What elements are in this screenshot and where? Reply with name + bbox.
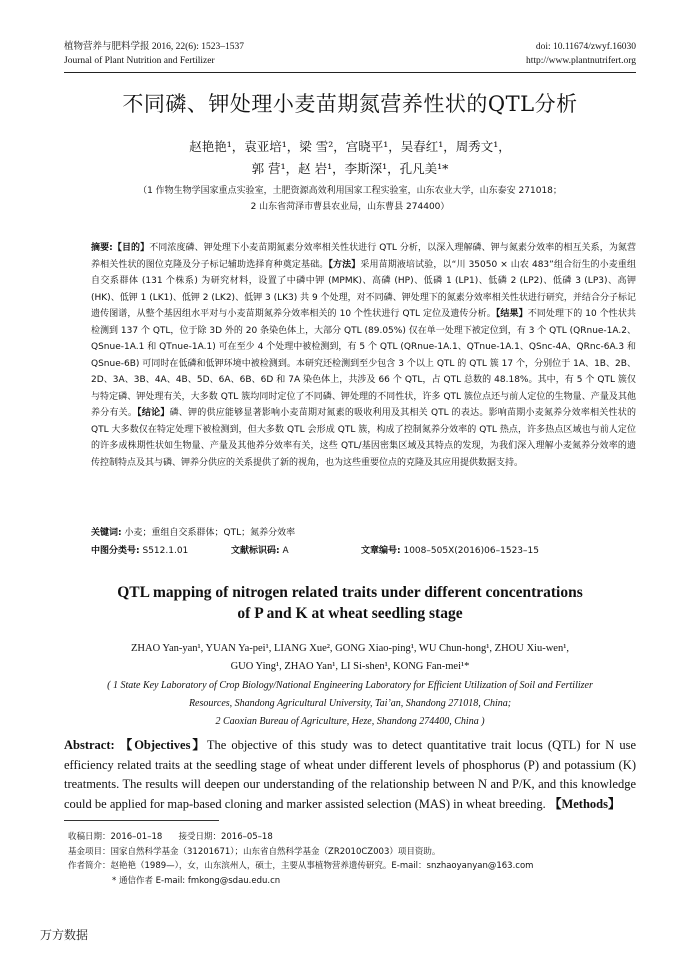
cn-abstract-label: 摘要: bbox=[91, 243, 113, 253]
running-header bbox=[64, 40, 636, 70]
cn-obj-label: 【目的】 bbox=[112, 243, 150, 253]
en-affil-line2: Resources, Shandong Agricultural University, Tai’an, Shandong 271018, China; bbox=[188, 698, 512, 709]
en-affil-line3: 2 Caoxian Bureau of Agriculture, Heze, Shandong 274400, China ) bbox=[215, 716, 485, 727]
cn-kw-label: 关键词: bbox=[91, 528, 122, 538]
footnote-fund: 基金项目：国家自然科学基金（31201671）；山东省自然科学基金（ZR2010CZ003）项目资助。 bbox=[68, 846, 441, 857]
journal-url[interactable]: http://www.plantnutrifert.org bbox=[525, 56, 636, 66]
cn-method-text: 采用苗期液培试验，以“川 35050 × 山农 483”组合衍生的小麦重组自交系群体 (131 个株系) 为研究材料，设置了中磷中钾 (MPMK)、高磷 (HP)、低磷 1 (LP1)、低磷 2 (LP2)、低磷 3 (LP3)、高钾 (HK)、低钾 1 (LK1)、低钾 2 (LK2)、低钾 3 (LK3) 共 9 个处理，对不同磷、钾处理下的氮素分效率相关性状进行研究，并结合分子标记遗传图谱，从整个基因组水平对与小麦苗期氮养分效率相关的 10 个性状进行 QTL 定位及遗传分析。 bbox=[91, 259, 636, 319]
footnote-dates bbox=[68, 830, 636, 845]
doc-code bbox=[231, 543, 289, 559]
cn-result-text: 不同处理下的 10 个性状共检测到 137 个 QTL，位于除 3D 外的 20 条染色体上，大部分 QTL (89.05%) 仅在单一处理下被定位到，有 3 个 QTL (QRnue-1A.2、QSnue-1A.1 和 QTnue-1A.1) 可在至少 4 个处理中被检测到，有 5 个 QTL (QRnue-1A.1、QTnue-1A.1、QSnc-4A、QRnc-6A.3 和 QSnue-6B) 可同时在低磷和低钾环境中被检测到。本研究还检测到至少包含 3 个以上 QTL 的 QTL 簇 17 个，分别位于 1A、1B、2B、2D、3A、3B、4A、4B、5D、6A、6B、6D 和 7A 染色体上，共涉及 66 个 QTL，占 QTL 总数的 48.18%。其中，有 5 个 QTL 簇仅与特定磷、钾处理有关，大多数 QTL 簇均同时定位了不同磷、钾处理的不同性状，许多 QTL 簇位点还与前人定位的生物量、产量及其他养分有关。 bbox=[91, 309, 636, 418]
doi: doi: 10.11674/zwyf.16030 bbox=[535, 42, 636, 52]
cn-kw-text: 小麦；重组自交系群体；QTL；氮养分效率 bbox=[124, 528, 296, 538]
journal-cn: 植物营养与肥料学报 2016, 22(6): 1523–1537 bbox=[64, 42, 244, 52]
footnotes bbox=[68, 830, 636, 888]
journal-en: Journal of Plant Nutrition and Fertilizer bbox=[64, 56, 215, 66]
cn-concl-text: 磷、钾的供应能够显著影响小麦苗期对氮素的吸收利用及其相关 QTL 的表达。影响苗期小麦氮养分效率相关性状的 QTL 大多数仅在特定处理下被检测到，但大多数 QTL 会形成 QTL 簇，构成了控制氮养分效率的 QTL 热点，许多热点区域也与前人定位的许多成株期性状如生物量、产量及其他养分效率有关，这些 QTL/基因密集区域及其特点的发现，为我们深入理解小麦氮养分效率的遗传控制特点及其与磷、钾养分供应的关系提供了新的视角，也为这些重要位点的克隆及其应用提供数据支持。 bbox=[91, 408, 636, 468]
en-abstract-label: Abstract: bbox=[64, 738, 115, 752]
en-authors-line2: GUO Ying¹, ZHAO Yan¹, LI Si-shen¹, KONG Fan-mei¹* bbox=[230, 661, 470, 672]
en-title bbox=[64, 582, 636, 624]
cn-authors bbox=[80, 136, 620, 180]
cls-value: S512.1.01 bbox=[142, 546, 189, 556]
art-value: 1008–505X(2016)06–1523–15 bbox=[403, 546, 539, 556]
doi-info bbox=[526, 40, 636, 68]
cn-title: 不同磷、钾处理小麦苗期氮营养性状的QTL分析 bbox=[122, 92, 578, 116]
en-title-line2: of P and K at wheat seedling stage bbox=[237, 605, 463, 622]
en-obj-label: 【Objectives】 bbox=[119, 738, 207, 752]
cn-method-label: 【方法】 bbox=[328, 259, 361, 270]
accepted-date: 接受日期：2016–05–18 bbox=[178, 832, 273, 842]
cn-obj-text: 不同浓度磷、钾处理下小麦苗期氮素分效率相关性状进行 QTL 分析，以深入理解磷、钾与氮素分效率的相互关系，为氮营养相关性状的图位克隆及分子标记辅助选择育种奠定基础。 bbox=[91, 243, 636, 270]
cn-affil-line2: 2 山东省菏泽市曹县农业局，山东曹县 274400） bbox=[250, 202, 450, 212]
en-authors bbox=[64, 640, 636, 676]
cls-label: 中图分类号: bbox=[91, 546, 140, 556]
en-method-label: 【Methods】 bbox=[548, 796, 621, 811]
cn-abstract bbox=[91, 240, 636, 471]
journal-info bbox=[64, 40, 244, 68]
watermark: 万方数据 bbox=[40, 928, 89, 942]
received-date: 收稿日期：2016–01–18 bbox=[68, 832, 163, 842]
cls-number bbox=[91, 543, 188, 559]
cn-authors-line1: 赵艳艳¹，袁亚培¹，梁 雪²，宫晓平¹，吴春红¹，周秀文¹， bbox=[189, 139, 511, 154]
footnote-author: 作者简介：赵艳艳（1989—），女，山东滨州人，硕士，主要从事植物营养遗传研究。E-mail：snzhaoyanyan@163.com bbox=[68, 861, 534, 871]
article-number bbox=[361, 543, 539, 559]
en-authors-line1: ZHAO Yan-yan¹, YUAN Ya-pei¹, LIANG Xue², GONG Xiao-ping¹, WU Chun-hong¹, ZHOU Xiu-wen¹, bbox=[131, 643, 569, 654]
cn-affil-line1: （1 作物生物学国家重点实验室，土肥资源高效利用国家工程实验室，山东农业大学，山东泰安 271018； bbox=[138, 186, 562, 196]
doc-value: A bbox=[282, 546, 289, 556]
en-obj-text: The objective of this study was to detect quantitative trait locus (QTL) for N use efficiency related traits at the seedling stage of wheat under different levels of phosphorus (P) and potassium (K) treatments. The results will deepen our understanding of the relationship between N and P/K, and this knowledge could be applied for map-based cloning and marker assisted selection (MAS) in wheat breeding. bbox=[64, 738, 636, 811]
header-rule bbox=[64, 72, 636, 73]
en-affil-line1: ( 1 State Key Laboratory of Crop Biology/National Engineering Laboratory for Efficient Utilization of Soil and Fertilizer bbox=[107, 680, 593, 691]
cn-keywords bbox=[91, 525, 636, 541]
doc-label: 文献标识码: bbox=[231, 546, 280, 556]
cn-result-label: 【结果】 bbox=[495, 309, 528, 319]
footnote-rule bbox=[64, 820, 219, 821]
cn-affiliations bbox=[80, 183, 620, 215]
en-affiliations bbox=[64, 677, 636, 731]
en-title-line1: QTL mapping of nitrogen related traits under different concentrations bbox=[117, 584, 583, 601]
cn-authors-line2: 郭 营¹，赵 岩¹，李斯深¹，孔凡美¹* bbox=[251, 161, 449, 176]
cn-concl-label: 【结论】 bbox=[137, 408, 170, 418]
art-label: 文章编号: bbox=[361, 546, 401, 556]
footnote-corresp: * 通信作者 E-mail: fmkong@sdau.edu.cn bbox=[112, 875, 281, 886]
en-abstract bbox=[64, 736, 636, 814]
